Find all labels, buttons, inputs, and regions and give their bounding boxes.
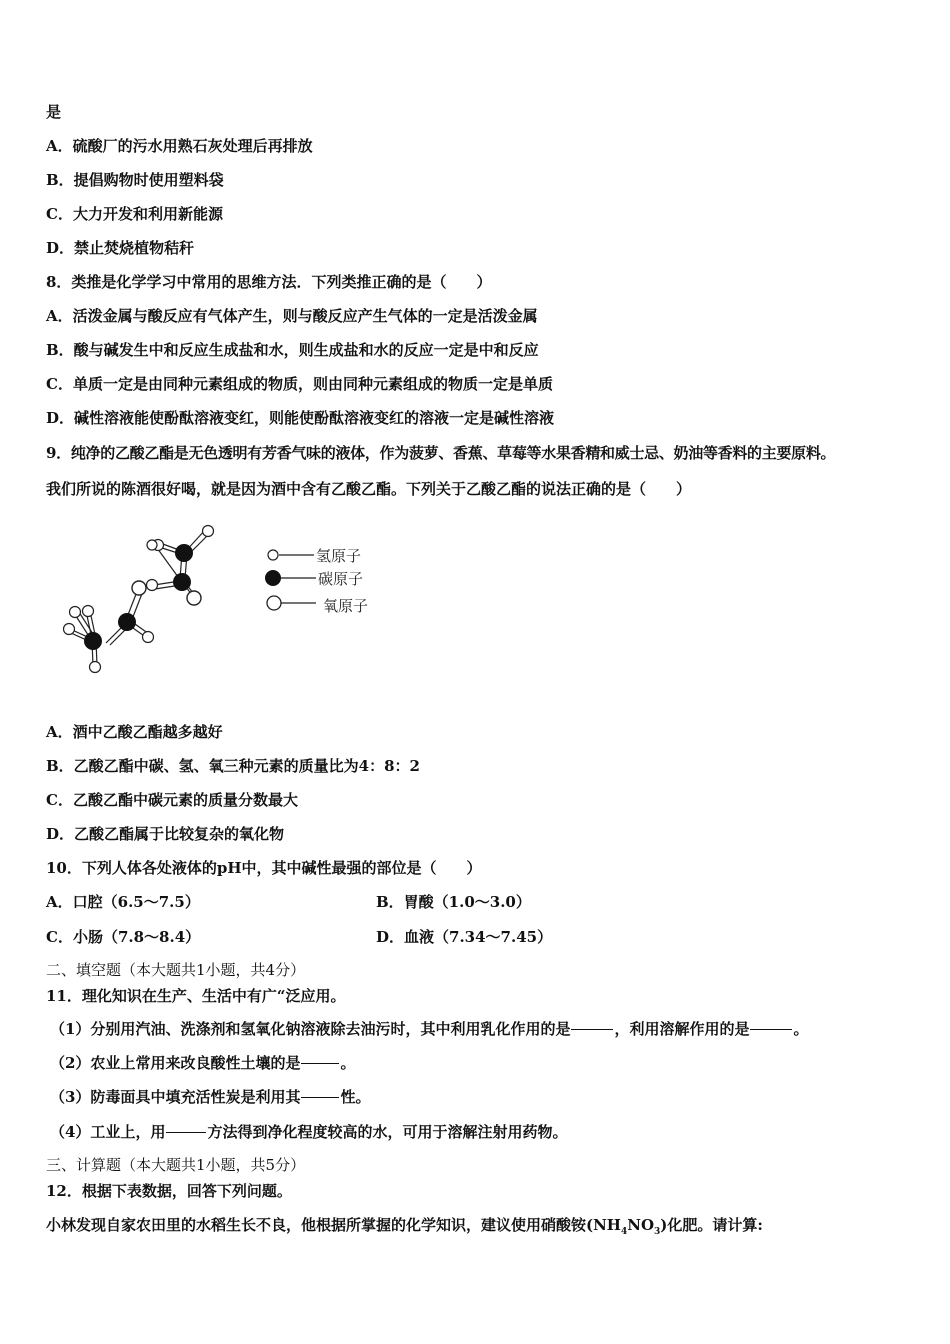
q11-part3-text-a: （3）防毒面具中填充活性炭是利用其 (50, 1088, 301, 1106)
q11-part1-text-b: ，利用溶解作用的是 (614, 1020, 750, 1038)
q10-option-c: C．小肠（7.8～8.4） (46, 928, 201, 946)
q11-part4 (50, 1122, 567, 1142)
answer-blank[interactable] (301, 1096, 339, 1098)
q9-stem-line2: 我们所说的陈酒很好喝，就是因为酒中含有乙酸乙酯。下列关于乙酸乙酯的说法正确的是（ ） (46, 480, 692, 498)
q9-option-c: C．乙酸乙酯中碳元素的质量分数最大 (46, 791, 298, 809)
q11-part1-text-a: （1）分别用汽油、洗涤剂和氢氧化钠溶液除去油污时，其中利用乳化作用的是 (50, 1020, 571, 1038)
q11-part2-text-b: 。 (340, 1054, 356, 1072)
molecule-atoms (64, 526, 214, 673)
q12-text-c: )化肥。请计算: (660, 1216, 763, 1234)
q12-subscript-4: 4 (620, 1227, 628, 1237)
answer-blank[interactable] (301, 1062, 339, 1064)
hydrogen-legend-label: 氢原子 (316, 547, 362, 565)
q10-option-d: D．血液（7.34～7.45） (376, 928, 553, 946)
carbon-legend-symbol (265, 570, 281, 586)
q7-tail: 是 (46, 103, 62, 121)
carbon-legend-label: 碳原子 (318, 570, 364, 588)
section3-heading: 三、计算题（本大题共1小题，共5分） (46, 1156, 306, 1174)
q12-stem: 12．根据下表数据，回答下列问题。 (46, 1182, 292, 1200)
q8-option-a: A．活泼金属与酸反应有气体产生，则与酸反应产生气体的一定是活泼金属 (46, 307, 538, 325)
atom-legend (265, 547, 368, 615)
q9-stem-line1: 9．纯净的乙酸乙酯是无色透明有芳香气味的液体，作为菠萝、香蕉、草莓等水果香精和威士忌、奶油等香料的主要原料。 (46, 444, 836, 462)
q10-option-a: A．口腔（6.5～7.5） (46, 893, 200, 911)
q7-option-b: B．提倡购物时使用塑料袋 (46, 171, 224, 189)
oxygen-legend-label: 氧原子 (323, 597, 369, 615)
q12-subscript-3: 3 (654, 1227, 661, 1237)
oxygen-legend-symbol (267, 596, 281, 610)
q8-stem: 8．类推是化学学习中常用的思维方法．下列类推正确的是（ ） (46, 273, 492, 291)
section2-heading: 二、填空题（本大题共1小题，共4分） (46, 961, 306, 979)
answer-blank[interactable] (571, 1028, 613, 1030)
q8-option-c: C．单质一定是由同种元素组成的物质，则由同种元素组成的物质一定是单质 (46, 375, 553, 393)
q11-part1 (50, 1019, 808, 1039)
q11-part3-text-b: 性。 (340, 1088, 371, 1106)
q10-stem: 10．下列人体各处液体的pH中，其中碱性最强的部位是（ ） (46, 859, 482, 877)
q11-part3 (50, 1087, 370, 1107)
q9-option-b: B．乙酸乙酯中碳、氢、氧三种元素的质量比为4：8：2 (46, 757, 420, 775)
answer-blank[interactable] (750, 1028, 792, 1030)
ethyl-acetate-molecule-figure (48, 515, 388, 685)
hydrogen-legend-symbol (268, 550, 278, 560)
q12-text-a: 小林发现自家农田里的水稻生长不良，他根据所掌握的化学知识，建议使用硝酸铵(NH (46, 1216, 621, 1234)
q12-text-b: NO (627, 1216, 655, 1234)
q10-option-b: B．胃酸（1.0～3.0） (376, 893, 531, 911)
q7-option-c: C．大力开发和利用新能源 (46, 205, 223, 223)
q11-part4-text-a: （4）工业上，用 (50, 1123, 166, 1141)
q11-part1-text-c: 。 (793, 1020, 809, 1038)
q11-stem: 11．理化知识在生产、生活中有广“泛应用。 (46, 987, 346, 1005)
q7-option-d: D．禁止焚烧植物秸秆 (46, 239, 195, 257)
q11-part2-text-a: （2）农业上常用来改良酸性土壤的是 (50, 1054, 301, 1072)
q9-option-a: A．酒中乙酸乙酯越多越好 (46, 723, 223, 741)
answer-blank[interactable] (166, 1131, 206, 1133)
q11-part2 (50, 1053, 355, 1073)
q9-option-d: D．乙酸乙酯属于比较复杂的氧化物 (46, 825, 285, 843)
q8-option-b: B．酸与碱发生中和反应生成盐和水，则生成盐和水的反应一定是中和反应 (46, 341, 539, 359)
q7-option-a: A．硫酸厂的污水用熟石灰处理后再排放 (46, 137, 313, 155)
q11-part4-text-b: 方法得到净化程度较高的水，可用于溶解注射用药物。 (207, 1123, 568, 1141)
q8-option-d: D．碱性溶液能使酚酞溶液变红，则能使酚酞溶液变红的溶液一定是碱性溶液 (46, 409, 555, 427)
q12-text (46, 1215, 763, 1242)
